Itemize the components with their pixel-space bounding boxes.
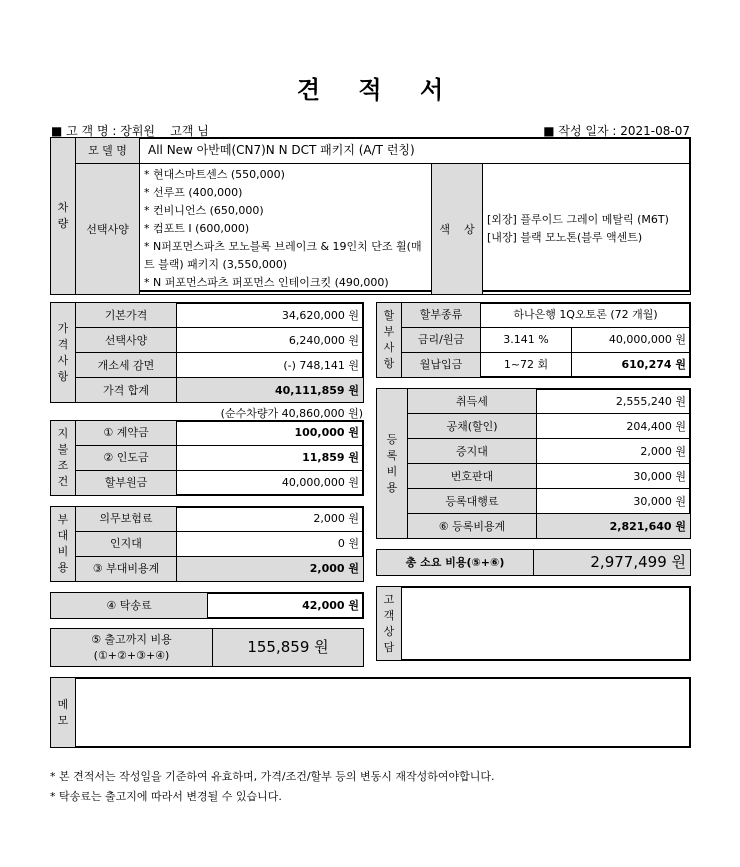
agency-fee-value: 30,000 원: [537, 489, 691, 514]
payment-section-label: 지 불 조 건: [51, 421, 76, 496]
consult-content[interactable]: [402, 587, 691, 661]
memo-content[interactable]: [76, 678, 691, 748]
grand-total-table: [376, 549, 691, 576]
model-label: 모 델 명: [76, 138, 140, 164]
color-value: [483, 164, 691, 295]
vehicle-table: [50, 137, 691, 295]
registration-total-value: 2,821,640 원: [537, 514, 691, 539]
grand-total-label: 총 소요 비용(⑤+⑥): [377, 550, 534, 576]
vehicle-section-label: 차 량: [51, 138, 76, 295]
release-cost-label-line1: ⑤ 출고까지 비용: [91, 632, 172, 646]
bond-value: 204,400 원: [537, 414, 691, 439]
option-item: * 선루프 (400,000): [144, 186, 243, 199]
option-price-value: 6,240,000 원: [177, 328, 364, 353]
incidental-total-label: ③ 부대비용계: [76, 556, 177, 581]
price-table: [50, 302, 364, 403]
insurance-label: 의무보험료: [76, 507, 177, 532]
release-cost-label-line2: (①+②+③+④): [93, 648, 170, 662]
options-label: 선택사양: [76, 164, 140, 295]
release-cost-label: [51, 629, 213, 667]
base-price-value: 34,620,000 원: [177, 303, 364, 328]
installment-table: [376, 302, 691, 378]
delivery-table: [50, 592, 364, 619]
footnote: * 탁송료는 출고지에 따라서 변경될 수 있습니다.: [50, 790, 282, 803]
incidental-section-label: 부 대 비 용: [51, 507, 76, 582]
document-title: 견 적 서: [296, 76, 444, 104]
certificate-fee-label: 증지대: [408, 439, 537, 464]
net-vehicle-price-note: (순수차량가 40,860,000 원): [220, 407, 363, 420]
acquisition-tax-value: 2,555,240 원: [537, 389, 691, 414]
customer-name: ■ 고 객 명 : 장휘원 고객 님: [51, 124, 209, 138]
plate-fee-label: 번호판대: [408, 464, 537, 489]
grand-total-value: 2,977,499 원: [534, 550, 691, 576]
plate-fee-value: 30,000 원: [537, 464, 691, 489]
footnote: * 본 견적서는 작성일을 기준하여 유효하며, 가격/조건/할부 등의 변동시 재작성하여야합니다.: [50, 770, 495, 783]
registration-total-label: ⑥ 등록비용계: [408, 514, 537, 539]
monthly-payment-label: 월납입금: [402, 352, 481, 377]
option-item: * N퍼포먼스파츠 모노블록 브레이크 & 19인치 단조 휠(매트 블랙) 패키지 (3,550,000): [144, 240, 422, 271]
delivery-fee-value: 42,000 원: [208, 593, 364, 619]
rate-value: 3.141 %: [481, 327, 572, 352]
registration-table: [376, 388, 691, 539]
certificate-fee-value: 2,000 원: [537, 439, 691, 464]
deposit-label: ① 계약금: [76, 421, 177, 446]
tax-reduction-value: (-) 748,141 원: [177, 353, 364, 378]
installment-section-label: 할 부 사 항: [377, 303, 402, 378]
option-item: * 현대스마트센스 (550,000): [144, 168, 285, 181]
color-label: 색 상: [432, 164, 483, 295]
principal-value: 40,000,000 원: [572, 327, 691, 352]
payment-table: [50, 420, 364, 496]
memo-table: [50, 677, 691, 748]
registration-section-label: 등 록 비 용: [377, 389, 408, 539]
memo-label: 메 모: [51, 678, 76, 748]
consult-label: 고 객 상 담: [377, 587, 402, 661]
options-list: [140, 164, 432, 295]
installment-type-value: 하나은행 1Q오토론 (72 개월): [481, 303, 691, 328]
price-total-value: 40,111,859 원: [177, 378, 364, 403]
option-item: * N 퍼포먼스파츠 퍼포먼스 인테이크킷 (490,000): [144, 276, 389, 289]
installment-principal-value: 40,000,000 원: [177, 470, 364, 495]
rate-label: 금리/원금: [402, 327, 481, 352]
agency-fee-label: 등록대행료: [408, 489, 537, 514]
delivery-payment-label: ② 인도금: [76, 445, 177, 470]
release-cost-table: [50, 628, 364, 667]
option-item: * 컴포트 Ⅰ (600,000): [144, 222, 250, 235]
acquisition-tax-label: 취득세: [408, 389, 537, 414]
interior-color: [내장] 블랙 모노톤(블루 액센트): [487, 231, 643, 244]
tax-reduction-label: 개소세 감면: [76, 353, 177, 378]
consult-table: [376, 586, 691, 661]
option-item: * 컨비니언스 (650,000): [144, 204, 264, 217]
exterior-color: [외장] 플루이드 그레이 메탈릭 (M6T): [487, 213, 669, 226]
incidental-table: [50, 506, 364, 582]
monthly-payment-value: 610,274 원: [572, 352, 691, 377]
option-price-label: 선택사양: [76, 328, 177, 353]
deposit-value: 100,000 원: [177, 421, 364, 446]
base-price-label: 기본가격: [76, 303, 177, 328]
model-value: All New 아반떼(CN7)N N DCT 패키지 (A/T 런칭): [140, 138, 691, 164]
created-date: ■ 작성 일자 : 2021-08-07: [543, 124, 690, 138]
delivery-fee-label: ④ 탁송료: [51, 593, 208, 619]
price-section-label: 가 격 사 항: [51, 303, 76, 403]
delivery-payment-value: 11,859 원: [177, 445, 364, 470]
incidental-total-value: 2,000 원: [177, 556, 364, 581]
installment-type-label: 할부종류: [402, 303, 481, 328]
bond-label: 공채(할인): [408, 414, 537, 439]
price-total-label: 가격 합계: [76, 378, 177, 403]
release-cost-value: 155,859 원: [213, 629, 364, 667]
monthly-term: 1~72 회: [481, 352, 572, 377]
insurance-value: 2,000 원: [177, 507, 364, 532]
stamp-fee-value: 0 원: [177, 531, 364, 556]
stamp-fee-label: 인지대: [76, 531, 177, 556]
installment-principal-label: 할부원금: [76, 470, 177, 495]
